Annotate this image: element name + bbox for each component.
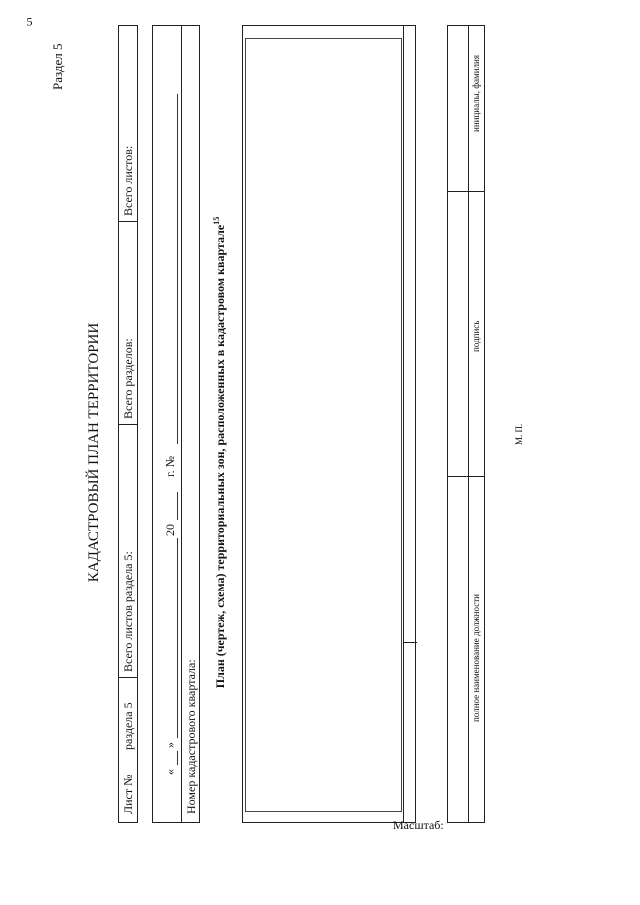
total-sheets-label: Всего листов:: [121, 145, 135, 216]
plan-drawing-frame: [242, 25, 444, 832]
document-title: КАДАСТРОВЫЙ ПЛАН ТЕРРИТОРИИ: [86, 322, 102, 583]
year-prefix: 20: [163, 524, 177, 536]
signature-block: [447, 25, 485, 823]
position-caption: полное наименование должности: [471, 594, 481, 722]
section-sheet-label: раздела 5: [121, 702, 135, 750]
date-quarter-block: [152, 25, 200, 823]
sheet-info-row: [118, 25, 138, 823]
section-label: Раздел 5: [50, 43, 65, 90]
total-sheets-section-label: Всего листов раздела 5:: [121, 551, 135, 672]
scale-label: Масштаб:: [393, 818, 444, 832]
scale-field: [403, 25, 417, 823]
signature-caption: подпись: [471, 320, 481, 352]
number-blank: [177, 94, 178, 444]
date-quote-close: »: [163, 742, 177, 748]
plan-drawing-area: [245, 38, 402, 812]
month-blank: [177, 538, 178, 738]
quarter-number-label: Номер кадастрового квартала:: [184, 659, 198, 814]
number-prefix: г. №: [163, 455, 177, 477]
plan-title: [212, 0, 228, 905]
plan-footnote: 15: [212, 216, 221, 225]
name-caption: инициалы, фамилия: [471, 55, 481, 132]
page-number: 5: [26, 14, 33, 29]
date-quote-open: «: [163, 769, 177, 775]
total-sections-label: Всего разделов:: [121, 338, 135, 419]
sheet-number-label: Лист №: [121, 774, 135, 814]
plan-title-text: План (чертеж, схема) территориальных зон, расположенных в кадастровом квартале: [213, 224, 227, 689]
year-blank: [177, 492, 178, 520]
seal-label: М. П.: [514, 423, 524, 445]
